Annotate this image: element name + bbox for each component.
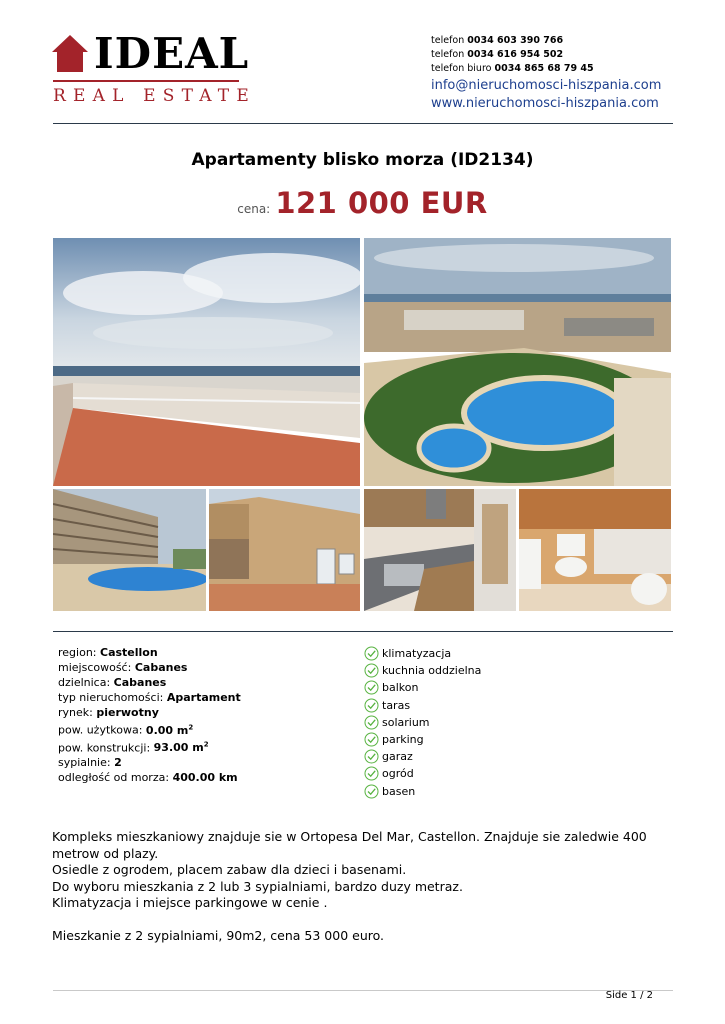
feature-label: parking [382,733,424,747]
check-icon [364,663,379,678]
description [52,829,652,944]
page-number: Side 1 / 2 [605,990,653,1001]
logo-wordmark: IDEAL [94,29,250,78]
detail-row: pow. konstrukcji: 93.00 $m^2$ [58,740,209,755]
detail-row: region: Castellon [58,646,158,659]
section-divider [53,631,673,632]
photo-building-pool [53,489,206,611]
property-details [58,645,241,785]
email-link[interactable]: info@nieruchomosci-hiszpania.com [431,78,662,93]
check-icon [364,646,379,661]
photo-kitchen [364,489,516,611]
feature-label: garaz [382,750,413,764]
detail-row: typ nieruchomości: Apartament [58,691,241,704]
detail-row: pow. użytkowa: 0.00 $m^2$ [58,723,194,737]
check-icon [364,732,379,747]
check-icon [364,749,379,764]
description-line: Do wyboru mieszkania z 2 lub 3 sypialniami, bardzo duzy metraz. [52,878,463,894]
check-icon [364,715,379,730]
check-icon [364,766,379,781]
feature-item [364,679,481,696]
photo-building-exterior [209,489,360,611]
feature-label: ogród [382,767,414,781]
feature-label: klimatyzacja [382,647,452,661]
detail-row: odległość od morza: 400.00 km [58,771,238,785]
feature-item [364,714,481,731]
feature-item [364,748,481,765]
detail-row: dzielnica: Cabanes [58,676,167,689]
description-line: Kompleks mieszkaniowy znajduje sie w Ortopesa Del Mar, Castellon. Znajduje sie zaledwie 400 metrow od plazy. [52,829,647,861]
feature-item [364,645,481,662]
description-line: Mieszkanie z 2 sypialniami, 90m2, cena 53 000 euro. [52,927,385,943]
feature-label: balkon [382,681,419,695]
header-divider [53,123,673,124]
phone-line: telefon biuro 0034 865 68 79 45 [431,63,594,74]
photo-terrace-sea-view [53,238,360,486]
feature-item [364,731,481,748]
feature-label: basen [382,784,416,798]
logo-subtitle: REAL ESTATE [53,86,256,106]
listing-title: Apartamenty blisko morza (ID2134) [191,150,534,170]
price-row [0,186,725,220]
feature-list [364,645,481,800]
check-icon [364,784,379,799]
contact-web [431,77,661,113]
feature-item [364,783,481,800]
contact-phones [431,34,594,76]
photo-pool-aerial [364,238,671,486]
detail-row: rynek: pierwotny [58,706,159,719]
logo-house-icon [52,35,88,72]
feature-label: kuchnia oddzielna [382,664,482,678]
photo-bathroom [519,489,671,611]
description-line: Klimatyzacja i miejsce parkingowe w cenie . [52,895,328,910]
website-link[interactable]: www.nieruchomosci-hiszpania.com [431,96,659,111]
price-value: 121 000 EUR [275,186,488,220]
detail-row: miejscowość: Cabanes [58,661,188,674]
feature-label: solarium [382,715,430,729]
description-line: Osiedle z ogrodem, placem zabaw dla dzieci i basenami. [52,862,407,877]
detail-row: sypialnie: 2 [58,756,122,770]
check-icon [364,680,379,695]
feature-item [364,697,481,714]
phone-line: telefon 0034 616 954 502 [431,49,564,60]
price-label: cena: [237,202,271,216]
feature-item [364,765,481,782]
feature-label: taras [382,698,411,712]
feature-item [364,662,481,679]
check-icon [364,698,379,713]
phone-line: telefon 0034 603 390 766 [431,35,564,46]
logo-divider [53,80,239,82]
